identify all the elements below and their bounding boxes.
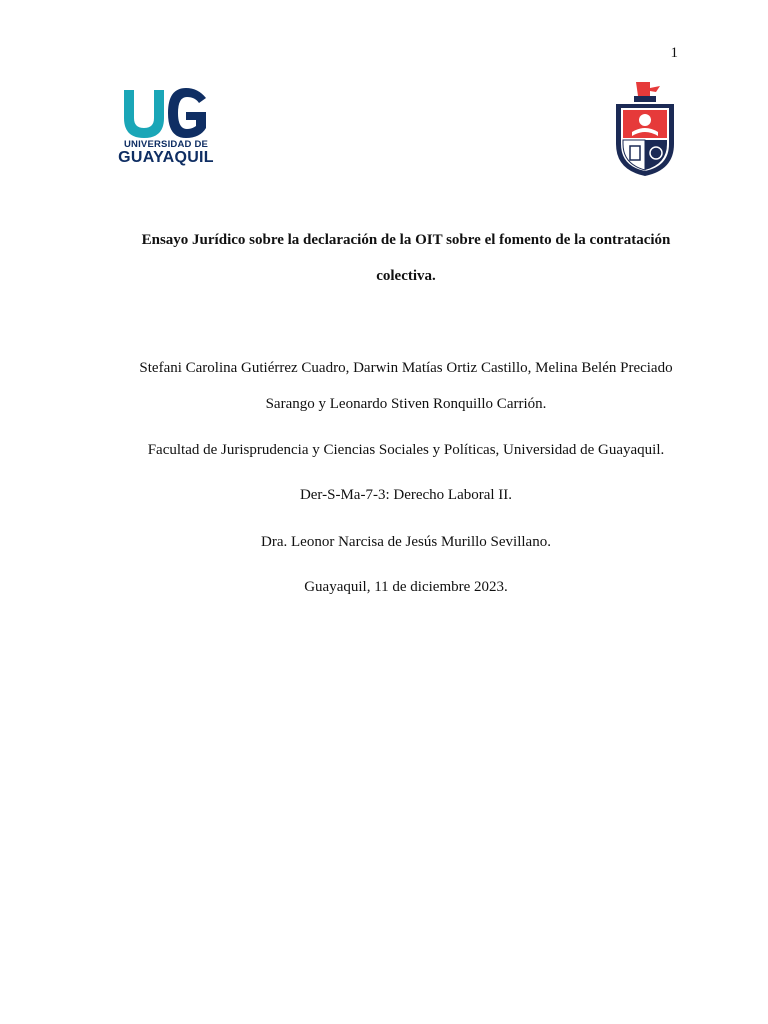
- page-number: 1: [670, 45, 678, 61]
- course: Der-S-Ma-7-3: Derecho Laboral II.: [299, 487, 513, 503]
- university-logo: [116, 88, 216, 170]
- place-date: Guayaquil, 11 de diciembre 2023.: [304, 579, 508, 595]
- document-title: Ensayo Jurídico sobre la declaración de la OIT sobre el fomento de la contratación colectiva.: [141, 232, 671, 284]
- authors: Stefani Carolina Gutiérrez Cuadro, Darwin Matías Ortiz Castillo, Melina Belén Preciado Sarango y Leonardo Stiven Ronquillo Carrión.: [139, 360, 673, 412]
- faculty: Facultad de Jurisprudencia y Ciencias Sociales y Políticas, Universidad de Guayaquil.: [147, 442, 665, 458]
- logo-text-line2: GUAYAQUIL: [118, 149, 214, 166]
- teacher: Dra. Leonor Narcisa de Jesús Murillo Sevillano.: [261, 534, 551, 550]
- university-crest-icon: [610, 78, 680, 178]
- logo-text-line1: UNIVERSIDAD DE: [123, 139, 209, 150]
- ug-logo-icon: [120, 88, 208, 138]
